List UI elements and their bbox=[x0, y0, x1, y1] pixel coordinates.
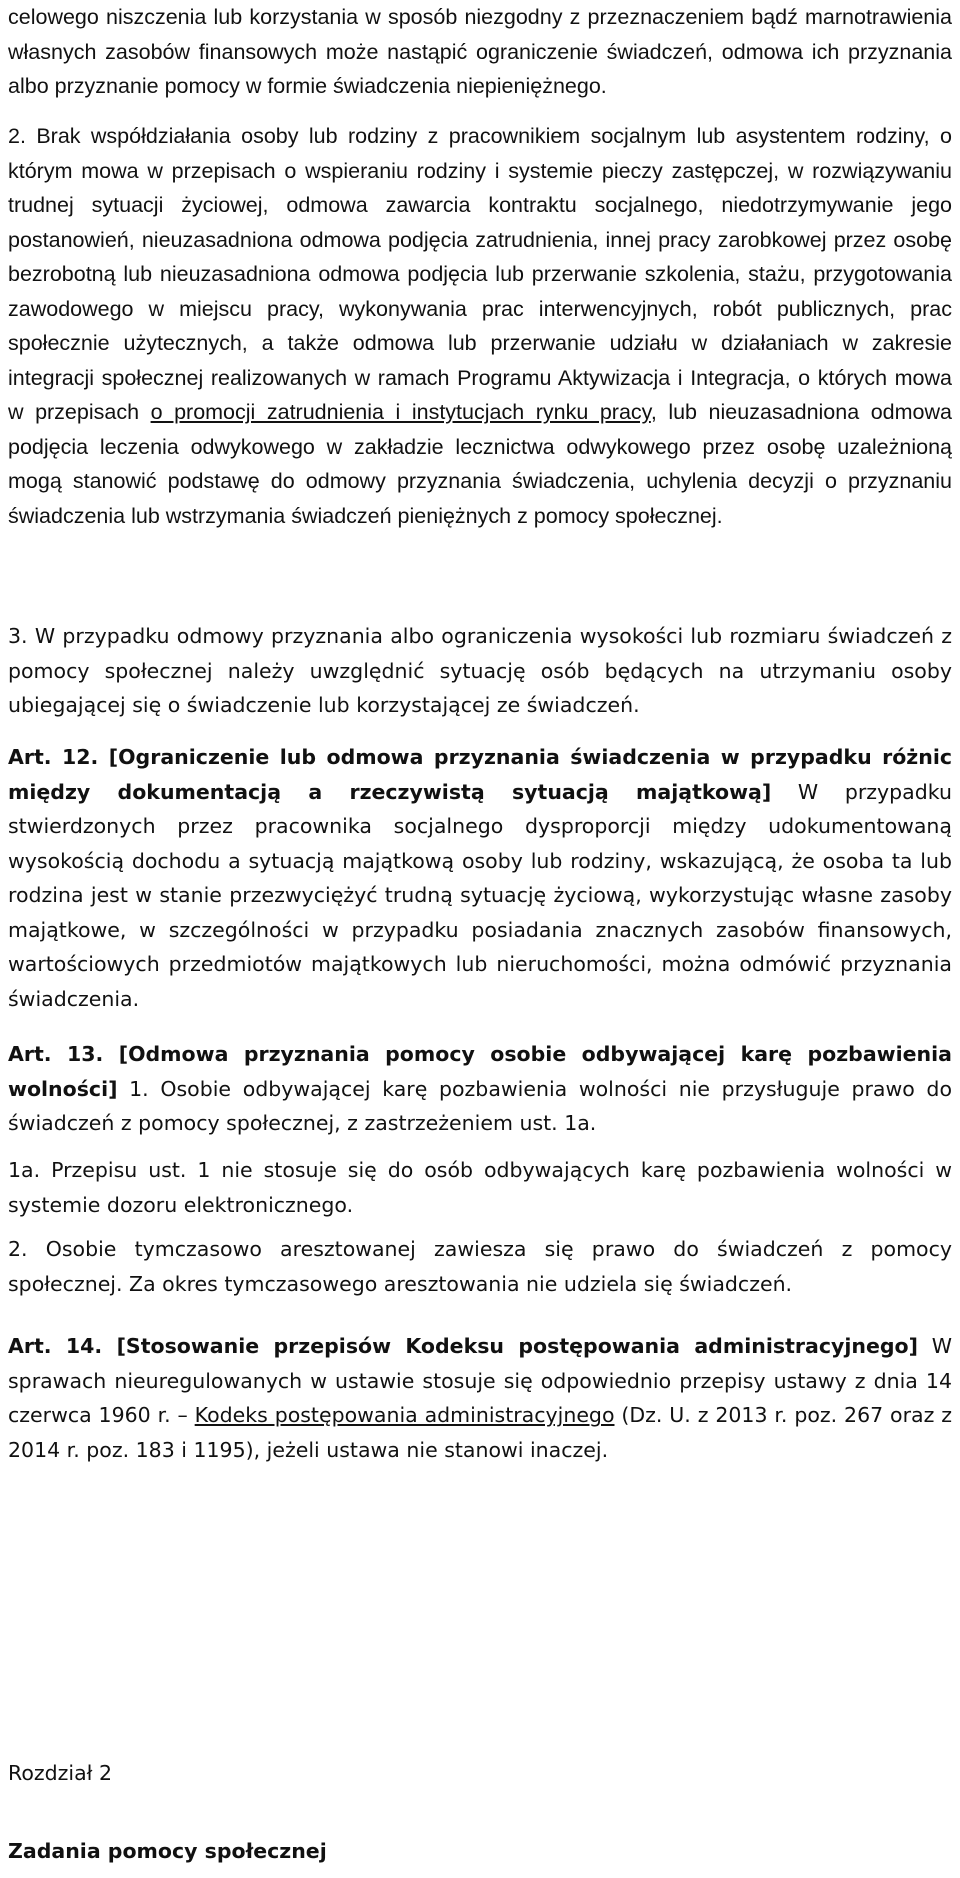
link-kpa[interactable]: Kodeks postępowania administracyjnego bbox=[194, 1403, 615, 1427]
paragraph-2-text-a: 2. Brak współdziałania osoby lub rodziny z pracownikiem socjalnym lub asystentem rodziny, o którym mowa w przepisach o wspieraniu rodziny i systemie pieczy zastępczej, bbox=[8, 124, 952, 183]
article-13-ust-2-text: 2. Osobie tymczasowo aresztowanej zawiesza się prawo do świadczeń z pomocy społecznej. Za okres tymczasowego aresztowania nie udziela się świadczeń. bbox=[8, 1237, 952, 1296]
article-14 bbox=[8, 1329, 952, 1467]
article-14-heading: Art. 14. [Stosowanie przepisów Kodeksu postępowania administracyjnego] bbox=[8, 1334, 918, 1358]
chapter-title bbox=[8, 1834, 327, 1869]
article-13-ust-2 bbox=[8, 1232, 952, 1301]
paragraph-3-text: 3. W przypadku odmowy przyznania albo ograniczenia wysokości lub rozmiaru świadczeń z pomocy społecznej należy uwzględnić sytuację osób będących na utrzymaniu osoby ubiegającej się o świadczenie lub korzystającej ze świadczeń. bbox=[8, 624, 952, 717]
article-12 bbox=[8, 740, 952, 1016]
paragraph-2-text-b: w rozwiązywaniu trudnej sytuacji życiowej, odmowa zawarcia kontraktu socjalnego, niedotrzymywanie jego postanowień, nieuzasadniona odmowa podjęcia zatrudnienia, innej pracy zarobkowej przez osobę bezrobotną lub nieuzasadniona odmowa podjęcia lub przerwanie szkolenia, stażu, przygotowania zawodowego w miejscu pracy, wykonywania prac interwencyjnych, robót publicznych, prac społecznie użytecznych, a także odmowa lub przerwanie udziału w działaniach w zakresie integracji społecznej realizowanych w ramach Programu Aktywizacja i Integracja, o których mowa w przepisach bbox=[8, 158, 952, 424]
chapter-label-text: Rozdział 2 bbox=[8, 1761, 113, 1785]
paragraph-2-text-c: , lub nieuzasadniona odmowa podjęcia leczenia odwykowego w zakładzie lecznictwa odwykowego przez osobę uzależnioną mogą stanowić podstawę do odmowy przyznania świadczenia, uchylenia decyzji o przyznaniu świadczenia lub wstrzymania świadczeń pieniężnych z pomocy społecznej. bbox=[8, 400, 952, 528]
article-12-text: W przypadku stwierdzonych przez pracownika socjalnego dysproporcji między udokumentowaną wysokością dochodu a sytuacją majątkową osoby lub rodziny, wskazującą, że osoba ta lub rodzina jest w stanie przezwyciężyć trudną sytuację życiową, wykorzystując własne zasoby majątkowe, w szczególności w przypadku posiadania znacznych zasobów finansowych, wartościowych przedmiotów majątkowych lub nieruchomości, można odmówić przyznania świadczenia. bbox=[8, 779, 952, 1011]
link-promocja-zatrudnienia[interactable]: o promocji zatrudnienia i instytucjach rynku pracy bbox=[150, 400, 651, 424]
article-13-ust-1a bbox=[8, 1153, 952, 1222]
paragraph-intro bbox=[8, 0, 952, 104]
article-14-text-a: W sprawach nieuregulowanych w ustawie stosuje się odpowiednio przepisy ustawy z dnia 14 czerwca 1960 r. – bbox=[8, 1334, 952, 1427]
paragraph-3 bbox=[8, 619, 952, 723]
paragraph-intro-text: celowego niszczenia lub korzystania w sposób niezgodny z przeznaczeniem bądź marnotrawienia własnych zasobów finansowych może nastąpić ograniczenie świadczeń, odmowa ich przyznania albo przyznanie pomocy w formie świadczenia niepieniężnego. bbox=[8, 5, 952, 98]
article-13 bbox=[8, 1037, 952, 1141]
article-13-heading: Art. 13. [Odmowa przyznania pomocy osobie odbywającej karę pozbawienia wolności] bbox=[8, 1042, 952, 1101]
article-13-ust-1a-text: 1a. Przepisu ust. 1 nie stosuje się do osób odbywających karę pozbawienia wolności w systemie dozoru elektronicznego. bbox=[8, 1158, 952, 1217]
article-12-heading: Art. 12. [Ograniczenie lub odmowa przyznania świadczenia w przypadku różnic między dokumentacją a rzeczywistą sytuacją majątkową] bbox=[8, 745, 952, 804]
paragraph-2 bbox=[8, 119, 952, 533]
chapter-title-text: Zadania pomocy społecznej bbox=[8, 1839, 327, 1863]
chapter-label bbox=[8, 1756, 112, 1791]
article-14-text-b: (Dz. U. z 2013 r. poz. 267 oraz z 2014 r. poz. 183 i 1195), jeżeli ustawa nie stanowi inaczej. bbox=[8, 1403, 952, 1462]
article-13-text: 1. Osobie odbywającej karę pozbawienia wolności nie przysługuje prawo do świadczeń z pomocy społecznej, z zastrzeżeniem ust. 1a. bbox=[8, 1076, 952, 1135]
